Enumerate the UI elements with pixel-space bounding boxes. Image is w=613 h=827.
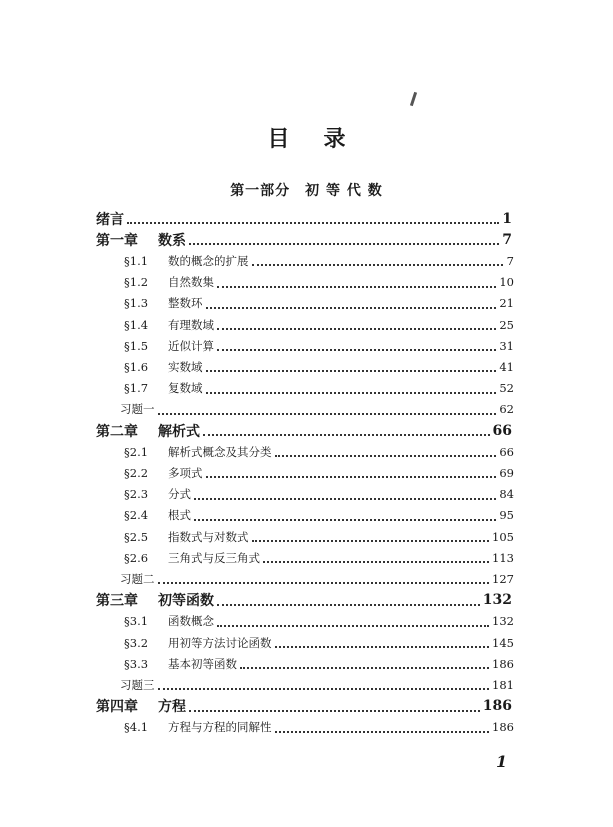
entry-page: 105 [492,529,514,544]
entry-number: §1.6 [124,359,149,374]
toc-entry [124,441,514,462]
toc-entry [124,462,514,483]
entry-page: 21 [499,296,514,311]
leader-dots [194,497,496,500]
entry-title: 解析式 [158,423,200,440]
toc-entry [124,293,514,314]
toc-entry [124,378,514,399]
leader-dots [252,539,490,542]
entry-number: §3.3 [124,656,149,671]
toc-entry [124,484,514,505]
entry-page: 132 [482,592,512,609]
entry-page: 7 [502,231,512,248]
toc-entry [96,420,512,441]
leader-dots [275,454,497,457]
leader-dots [127,221,499,224]
entry-title: 分式 [168,487,191,502]
entry-page: 25 [499,317,514,332]
entry-page: 181 [492,677,514,692]
entry-page: 10 [499,275,514,290]
toc-entry [120,568,514,589]
entry-page: 84 [499,487,514,502]
entry-title: 习题一 [120,402,155,417]
toc-entry [96,229,512,250]
leader-dots [203,433,490,436]
leader-dots [217,327,496,330]
leader-dots [158,412,497,415]
entry-number: §3.1 [124,614,149,629]
entry-title: 习题三 [120,677,155,692]
toc-entry [124,632,514,653]
ink-mark [410,92,417,106]
entry-page: 41 [499,359,514,374]
entry-title: 自然数集 [168,275,214,290]
entry-title: 有理数域 [168,317,214,332]
leader-dots [275,730,490,733]
leader-dots [263,560,489,563]
entry-number: §2.6 [124,550,149,565]
entry-title: 绪言 [96,211,124,228]
entry-number: §1.5 [124,338,149,353]
entry-page: 66 [499,444,514,459]
entry-page: 62 [499,402,514,417]
entry-number: §4.1 [124,720,149,735]
entry-page: 95 [499,508,514,523]
entry-page: 127 [492,571,514,586]
entry-number: §1.7 [124,381,149,396]
toc-entry [120,399,514,420]
entry-title: 多项式 [168,465,203,480]
entry-title: 函数概念 [168,614,214,629]
entry-title: 方程 [158,699,186,716]
entry-page: 52 [499,381,514,396]
entry-number: 第三章 [96,593,138,610]
toc-entry [96,696,512,717]
leader-dots [194,518,496,521]
leader-dots [252,263,504,266]
leader-dots [217,624,489,627]
entry-number: 第二章 [96,423,138,440]
toc-entry [124,314,514,335]
entry-title: 复数域 [168,381,203,396]
entry-title: 近似计算 [168,338,214,353]
entry-page: 66 [492,422,512,439]
toc-entry [124,653,514,674]
leader-dots [217,348,496,351]
entry-page: 186 [482,698,512,715]
entry-number: §2.3 [124,487,149,502]
entry-page: 186 [492,720,514,735]
leader-dots [217,603,480,606]
entry-number: §2.5 [124,529,149,544]
leader-dots [240,666,489,669]
toc-entry [124,335,514,356]
entry-title: 初等函数 [158,593,214,610]
entry-title: 指数式与对数式 [168,529,249,544]
leader-dots [206,369,497,372]
leader-dots [217,285,496,288]
page-title: 目录 [267,126,380,152]
part-heading: 第一部分 初 等 代 数 [230,183,383,199]
toc-entry [124,611,514,632]
leader-dots [206,306,497,309]
leader-dots [189,709,480,712]
entry-page: 31 [499,338,514,353]
entry-number: §3.2 [124,635,149,650]
toc-entry [124,717,514,738]
entry-title: 基本初等函数 [168,656,237,671]
entry-number: §2.2 [124,465,149,480]
entry-title: 根式 [168,508,191,523]
toc-entry [96,590,512,611]
entry-number: §1.4 [124,317,149,332]
entry-title: 习题二 [120,571,155,586]
entry-title: 三角式与反三角式 [168,550,260,565]
entry-number: 第四章 [96,699,138,716]
entry-page: 113 [492,550,514,565]
toc-entry [124,547,514,568]
toc-entry [124,505,514,526]
entry-page: 132 [492,614,514,629]
entry-page: 1 [502,210,512,227]
entry-page: 7 [506,253,514,268]
leader-dots [158,687,490,690]
toc-entry [120,674,514,695]
entry-page: 186 [492,656,514,671]
entry-number: §1.1 [124,253,149,268]
entry-page: 69 [499,465,514,480]
entry-title: 整数环 [168,296,203,311]
entry-title: 用初等方法讨论函数 [168,635,272,650]
toc-entry [124,272,514,293]
toc-entry [124,356,514,377]
toc-entry [124,250,514,271]
entry-title: 数的概念的扩展 [168,253,249,268]
entry-title: 方程与方程的同解性 [168,720,272,735]
leader-dots [206,391,497,394]
page-number: 1 [496,752,508,771]
leader-dots [206,475,497,478]
entry-number: §1.2 [124,275,149,290]
entry-number: §2.4 [124,508,149,523]
leader-dots [158,581,490,584]
leader-dots [275,645,490,648]
entry-title: 数系 [158,232,186,249]
entry-number: §1.3 [124,296,149,311]
entry-number: §2.1 [124,444,149,459]
entry-title: 实数域 [168,359,203,374]
entry-number: 第一章 [96,232,138,249]
leader-dots [189,242,499,245]
entry-title: 解析式概念及其分类 [168,444,272,459]
toc-entry [96,208,512,229]
entry-page: 145 [492,635,514,650]
toc-entry [124,526,514,547]
